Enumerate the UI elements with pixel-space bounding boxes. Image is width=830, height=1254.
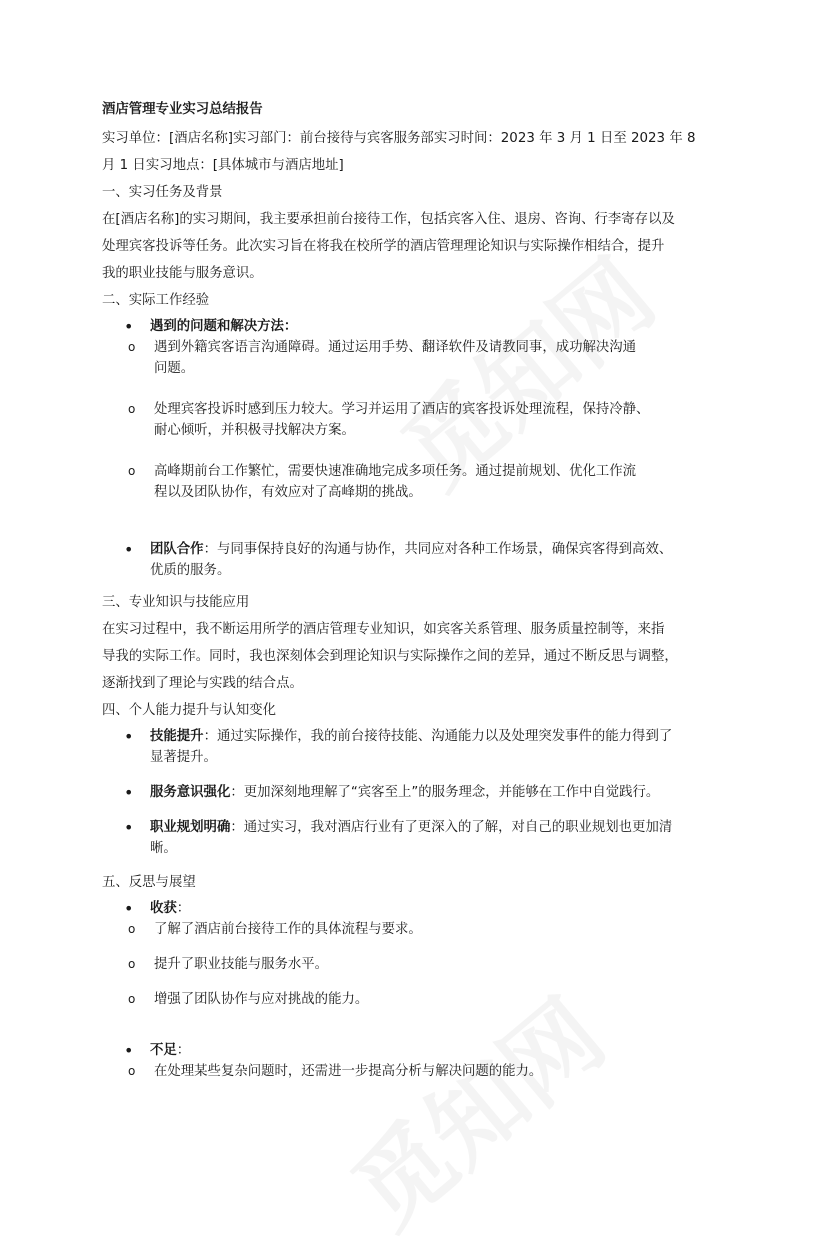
sub-item bbox=[102, 989, 742, 1010]
section-heading: 一、实习任务及背景 bbox=[102, 185, 223, 200]
sub-item-line: 提升了职业技能与服务水平。 bbox=[154, 957, 329, 972]
circle-bullet-icon: o bbox=[128, 992, 136, 1006]
paragraph-line: 我的职业技能与服务意识。 bbox=[102, 266, 263, 281]
list-item bbox=[102, 817, 742, 859]
info-line: 月 1 日实习地点：[具体城市与酒店地址] bbox=[102, 158, 344, 173]
item-text: ：更加深刻地理解了“宾客至上”的服务理念，并能够在工作中自觉践行。 bbox=[230, 785, 660, 800]
sub-item bbox=[102, 1061, 742, 1082]
bullet-icon: • bbox=[124, 818, 134, 837]
circle-bullet-icon: o bbox=[128, 922, 136, 936]
list-item bbox=[102, 539, 742, 581]
sub-list bbox=[102, 1061, 742, 1082]
bullet-list bbox=[102, 316, 742, 581]
sub-item-line: 处理宾客投诉时感到压力较大。学习并运用了酒店的宾客投诉处理流程，保持冷静、 bbox=[154, 402, 650, 417]
circle-bullet-icon: o bbox=[128, 340, 136, 354]
list-item bbox=[102, 782, 742, 803]
item-text: ：与同事保持良好的沟通与协作，共同应对各种工作场景，确保宾客得到高效、 bbox=[203, 542, 673, 557]
bullet-icon: • bbox=[124, 317, 134, 336]
document-body bbox=[102, 96, 742, 1082]
circle-bullet-icon: o bbox=[128, 1064, 136, 1078]
section-heading: 四、个人能力提升与认知变化 bbox=[102, 703, 277, 718]
paragraph-line: 在[酒店名称]的实习期间，我主要承担前台接待工作，包括宾客入住、退房、咨询、行李寄存以及 bbox=[102, 212, 675, 227]
sub-item-line: 遇到外籍宾客语言沟通障碍。通过运用手势、翻译软件及请教同事，成功解决沟通 bbox=[154, 340, 637, 355]
item-text: ： bbox=[176, 901, 191, 916]
sub-item bbox=[102, 954, 742, 975]
item-label: 不足 bbox=[150, 1043, 177, 1058]
item-text: 显著提升。 bbox=[150, 750, 217, 765]
item-text: ：通过实际操作，我的前台接待技能、沟通能力以及处理突发事件的能力得到了 bbox=[203, 729, 673, 744]
item-label: 团队合作 bbox=[150, 542, 204, 557]
bullet-icon: • bbox=[124, 1041, 134, 1060]
list-item bbox=[102, 1040, 742, 1082]
list-item bbox=[102, 898, 742, 1010]
item-label: 收获 bbox=[150, 901, 177, 916]
sub-item-line: 高峰期前台工作繁忙，需要快速准确地完成多项任务。通过提前规划、优化工作流 bbox=[154, 464, 637, 479]
sub-item-line: 耐心倾听，并积极寻找解决方案。 bbox=[154, 423, 355, 438]
sub-item bbox=[102, 919, 742, 940]
paragraph-line: 逐渐找到了理论与实践的结合点。 bbox=[102, 676, 303, 691]
document-title: 酒店管理专业实习总结报告 bbox=[102, 102, 263, 117]
sub-item-line: 增强了团队协作与应对挑战的能力。 bbox=[154, 992, 369, 1007]
paragraph-line: 在实习过程中，我不断运用所学的酒店管理专业知识，如宾客关系管理、服务质量控制等，来指 bbox=[102, 622, 665, 637]
sub-item-line: 程以及团队协作，有效应对了高峰期的挑战。 bbox=[154, 485, 422, 500]
sub-item bbox=[102, 461, 742, 503]
item-text: 晰。 bbox=[150, 841, 177, 856]
bullet-list bbox=[102, 726, 742, 859]
sub-list bbox=[102, 919, 742, 1010]
circle-bullet-icon: o bbox=[128, 957, 136, 971]
list-item bbox=[102, 316, 742, 503]
bullet-icon: • bbox=[124, 783, 134, 802]
paragraph-line: 处理宾客投诉等任务。此次实习旨在将我在校所学的酒店管理理论知识与实际操作相结合，提升 bbox=[102, 239, 665, 254]
sub-item-line: 在处理某些复杂问题时，还需进一步提高分析与解决问题的能力。 bbox=[154, 1064, 543, 1079]
sub-item-line: 了解了酒店前台接待工作的具体流程与要求。 bbox=[154, 922, 422, 937]
paragraph-line: 导我的实际工作。同时，我也深刻体会到理论知识与实际操作之间的差异，通过不断反思与调整， bbox=[102, 649, 678, 664]
info-line: 实习单位：[酒店名称]实习部门：前台接待与宾客服务部实习时间：2023 年 3 月 1 日至 2023 年 8 bbox=[102, 131, 696, 146]
section-heading: 二、实际工作经验 bbox=[102, 293, 210, 308]
bullet-icon: • bbox=[124, 540, 134, 559]
sub-list bbox=[102, 337, 742, 503]
sub-item-line: 问题。 bbox=[154, 361, 195, 376]
section-heading: 三、专业知识与技能应用 bbox=[102, 595, 250, 610]
list-item bbox=[102, 726, 742, 768]
circle-bullet-icon: o bbox=[128, 402, 136, 416]
item-label: 职业规划明确 bbox=[150, 820, 231, 835]
sub-item bbox=[102, 337, 742, 379]
section-heading: 五、反思与展望 bbox=[102, 875, 196, 890]
circle-bullet-icon: o bbox=[128, 464, 136, 478]
item-text: 优质的服务。 bbox=[150, 563, 231, 578]
item-label: 服务意识强化 bbox=[150, 785, 231, 800]
sub-item bbox=[102, 399, 742, 441]
bullet-icon: • bbox=[124, 899, 134, 918]
item-label: 遇到的问题和解决方法： bbox=[150, 319, 298, 334]
bullet-list bbox=[102, 898, 742, 1082]
item-label: 技能提升 bbox=[150, 729, 204, 744]
item-text: ： bbox=[176, 1043, 191, 1058]
item-text: ：通过实习，我对酒店行业有了更深入的了解，对自己的职业规划也更加清 bbox=[230, 820, 673, 835]
bullet-icon: • bbox=[124, 727, 134, 746]
